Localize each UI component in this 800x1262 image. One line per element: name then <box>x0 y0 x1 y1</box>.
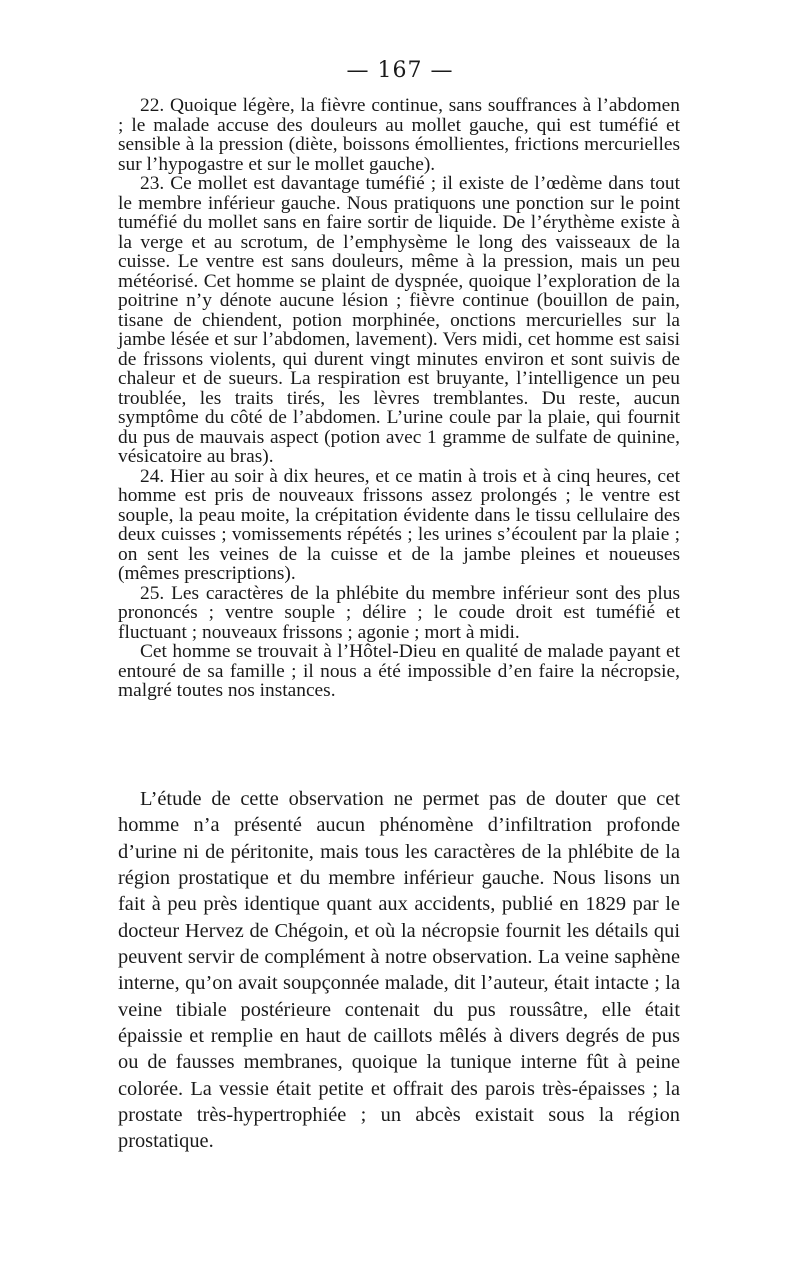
case-notes-block <box>118 96 680 701</box>
paragraph-closing-note: Cet homme se trouvait à l’Hôtel-Dieu en qualité de malade payant et entouré de sa famille ; il nous a été impossible d’en faire la nécropsie, malgré toutes nos instances. <box>118 641 680 701</box>
paragraph-day-22: 22. Quoique légère, la fièvre continue, sans souffrances à l’abdomen ; le malade accuse des douleurs au mollet gauche, qui est tuméfié et sensible à la pression (diète, boissons émollientes, frictions mercurielles sur l’hypogastre et sur le mollet gauche). <box>118 95 680 175</box>
paragraph-day-24: 24. Hier au soir à dix heures, et ce matin à trois et à cinq heures, cet homme est pris de nouveaux frissons assez prolongés ; le ventre est souple, la peau moite, la crépitation évidente dans le tissu cellulaire des deux cuisses ; vomissements répétés ; les urines s’écoulent par la plaie ; on sent les veines de la cuisse et de la jambe pleines et noueuses (mêmes prescriptions). <box>118 465 680 584</box>
paragraph-day-23: 23. Ce mollet est davantage tuméfié ; il existe de l’œdème dans tout le membre inférieur gauche. Nous pratiquons une ponction sur le point tuméfié du mollet sans en faire sortir de liquide. De l’érythème existe à la verge et au scrotum, de l’emphysème le long des vaisseaux de la cuisse. Le ventre est sans douleurs, même à la pression, mais un peu météorisé. Cet homme se plaint de dyspnée, quoique l’exploration de la poitrine n’y dénote aucune lésion ; fièvre continue (bouillon de pain, tisane de chiendent, potion morphinée, onctions mercurielles sur la jambe lésée et sur l’abdomen, lavement). Vers midi, cet homme est saisi de frissons violents, qui durent vingt minutes environ et sont suivis de chaleur et de sueurs. La respiration est bruyante, l’intelligence un peu troublée, les traits tirés, les lèvres tremblantes. Du reste, aucun symptôme du côté de l’abdomen. L’urine coule par la plaie, qui fournit du pus de mauvais aspect (potion avec 1 gramme de sulfate de quinine, vésicatoire au bras). <box>118 173 680 467</box>
paragraph-commentary: L’étude de cette observation ne permet pas de douter que cet homme n’a présenté aucun phénomène d’infiltration profonde d’urine ni de péritonite, mais tous les caractères de la phlébite de la région prostatique et du membre inférieur gauche. Nous lisons un fait à peu près identique quant aux accidents, publié en 1829 par le docteur Hervez de Chégoin, et où la nécropsie fournit les détails qui peuvent servir de complément à notre observation. La veine saphène interne, qu’on avait soupçonnée malade, dit l’auteur, était intacte ; la veine tibiale postérieure contenait du pus roussâtre, elle était épaissie et remplie en haut de caillots mêlés à divers degrés de pus ou de fausses membranes, quoique la tunique interne fût à peine colorée. La vessie était petite et offrait des parois très-épaisses ; la prostate très-hypertrophiée ; un abcès existait sous la région prostatique. <box>118 788 680 1153</box>
paragraph-day-25: 25. Les caractères de la phlébite du membre inférieur sont des plus prononcés ; ventre souple ; délire ; le coude droit est tuméfié et fluctuant ; nouveaux frissons ; agonie ; mort à midi. <box>118 582 680 643</box>
page-number: — 167 — <box>346 58 454 83</box>
commentary-block <box>118 786 680 1155</box>
